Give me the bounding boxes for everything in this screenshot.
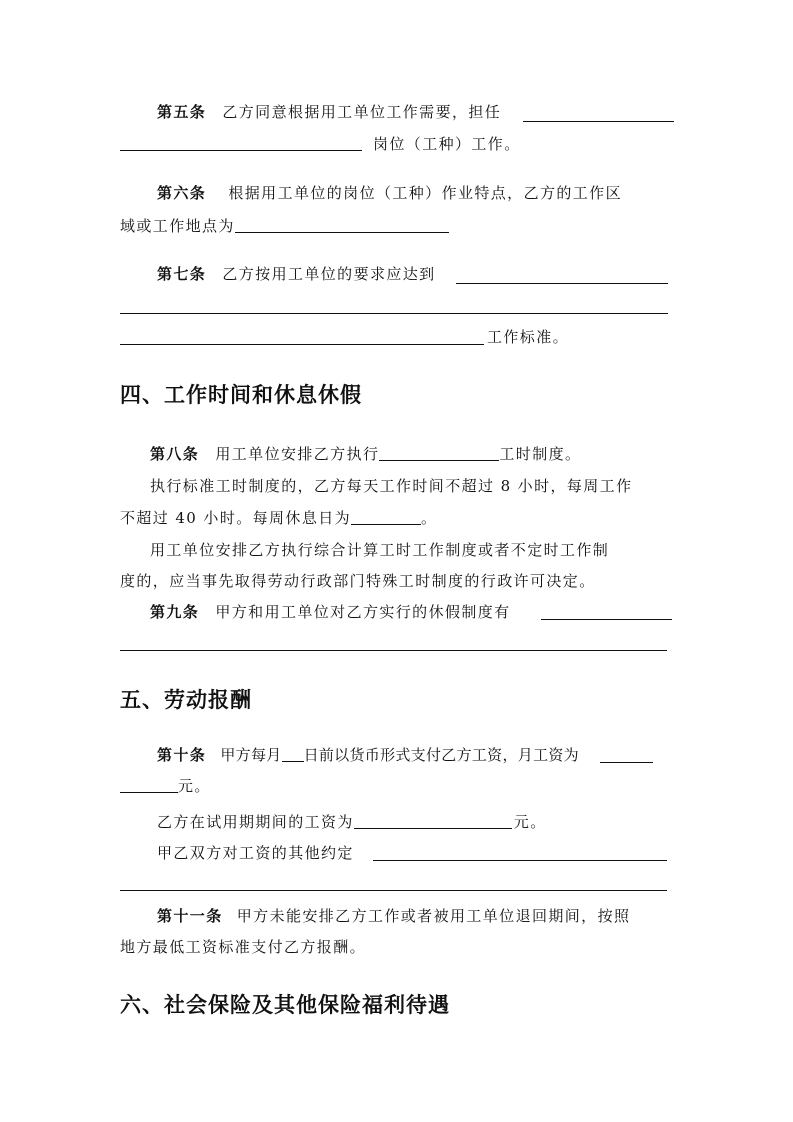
article-8-text-after: 工时制度。	[499, 445, 582, 463]
article-8-para2-line2	[120, 508, 437, 528]
blank-line[interactable]	[379, 445, 499, 461]
article-10-para2-end: 元。	[513, 813, 547, 831]
article-5-text: 乙方同意根据用工单位工作需要，担任	[222, 103, 502, 121]
article-11-continued: 地方最低工资标准支付乙方报酬。	[120, 938, 367, 956]
section-6-heading: 六、社会保险及其他保险福利待遇	[120, 992, 450, 1017]
blank-line[interactable]	[120, 150, 362, 151]
article-9	[150, 602, 511, 622]
article-6-text: 根据用工单位的岗位（工种）作业特点，乙方的工作区	[228, 184, 622, 202]
article-7-label: 第七条	[157, 265, 207, 283]
article-5	[157, 102, 501, 122]
blank-line[interactable]	[373, 860, 667, 861]
blank-line[interactable]	[235, 217, 449, 233]
article-10-para2	[157, 812, 547, 832]
article-9-label: 第九条	[150, 603, 200, 621]
article-8-para3-line2: 度的，应当事先取得劳动行政部门特殊工时制度的行政许可决定。	[120, 572, 596, 590]
blank-line[interactable]	[351, 509, 421, 525]
blank-line[interactable]	[541, 619, 672, 620]
blank-line[interactable]	[120, 777, 178, 793]
article-6-continued	[120, 216, 449, 236]
article-10-text-b: 日前以货币形式支付乙方工资，月工资为	[303, 746, 579, 764]
blank-line[interactable]	[120, 650, 667, 651]
article-11	[157, 906, 630, 926]
article-7-continued: 工作标准。	[487, 328, 570, 346]
article-10-label: 第十条	[157, 746, 207, 764]
article-11-text: 甲方未能安排乙方工作或者被用工单位退回期间，按照	[236, 907, 631, 925]
blank-line[interactable]	[120, 313, 668, 314]
article-8-para2-text: 不超过 40 小时。每周休息日为	[120, 509, 352, 527]
article-6-text-2: 域或工作地点为	[120, 217, 235, 235]
article-6-label: 第六条	[157, 184, 207, 202]
article-10-text-2: 元。	[178, 777, 211, 795]
blank-line[interactable]	[600, 762, 653, 763]
blank-line[interactable]	[120, 344, 484, 345]
article-8-para3-line1: 用工单位安排乙方执行综合计算工时工作制度或者不定时工作制	[150, 541, 610, 559]
article-10-para3: 甲乙双方对工资的其他约定	[157, 844, 354, 862]
article-10-text-a: 甲方每月	[220, 746, 282, 764]
article-10	[157, 745, 579, 765]
article-5-label: 第五条	[157, 103, 207, 121]
blank-line[interactable]	[282, 746, 304, 762]
blank-line[interactable]	[120, 890, 667, 891]
article-10-para2-text: 乙方在试用期期间的工资为	[157, 813, 354, 831]
section-5-heading: 五、劳动报酬	[120, 687, 252, 712]
blank-line[interactable]	[354, 813, 512, 829]
article-11-label: 第十一条	[157, 907, 223, 925]
article-8	[150, 444, 581, 464]
blank-line[interactable]	[456, 283, 668, 284]
article-7-text: 乙方按用工单位的要求应达到	[222, 265, 436, 283]
article-8-para2-line1: 执行标准工时制度的，乙方每天工作时间不超过 8 小时，每周工作	[150, 477, 633, 495]
article-8-para2-end: 。	[421, 509, 438, 527]
article-10-continued	[120, 776, 211, 796]
article-5-continued: 岗位（工种）工作。	[373, 135, 521, 153]
article-9-text: 甲方和用工单位对乙方实行的休假制度有	[215, 603, 511, 621]
blank-line[interactable]	[523, 121, 674, 122]
article-6	[157, 183, 622, 203]
article-8-label: 第八条	[150, 445, 200, 463]
article-8-text: 用工单位安排乙方执行	[215, 445, 380, 463]
article-7	[157, 264, 436, 284]
section-4-heading: 四、工作时间和休息休假	[120, 382, 362, 407]
